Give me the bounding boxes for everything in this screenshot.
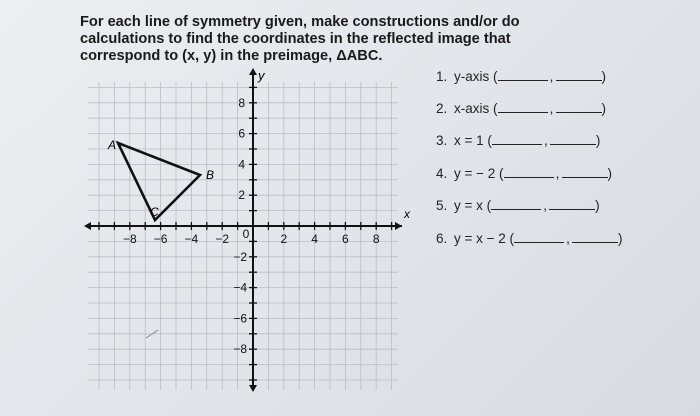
comma: , <box>555 166 560 181</box>
close-paren: ) <box>595 198 600 213</box>
x-tick-label: 6 <box>342 232 349 246</box>
close-paren: ) <box>607 166 613 181</box>
question-item <box>436 230 623 246</box>
comma: , <box>543 198 548 213</box>
x-tick-label: −2 <box>215 232 230 246</box>
question-item <box>436 68 606 84</box>
x-tick-label: 8 <box>372 232 380 246</box>
question-label: y-axis ( <box>454 69 498 84</box>
close-paren: ) <box>601 101 606 116</box>
x-axis-label: x <box>404 207 410 221</box>
comma: , <box>544 133 548 148</box>
answer-x-blank[interactable] <box>498 100 548 113</box>
vertex-label-a: A <box>108 138 117 152</box>
x-tick-label: −6 <box>153 232 168 246</box>
close-paren: ) <box>601 69 606 84</box>
y-axis-arrow <box>249 68 257 75</box>
comma: , <box>566 231 570 246</box>
comma: , <box>549 101 554 116</box>
question-label: x-axis ( <box>454 101 498 116</box>
instructions-text: For each line of symmetry given, make constructions and/or do calculations to find the coordinates in the reflected image that correspond to (x, y) in the preimage, ΔABC. <box>80 14 520 64</box>
vertex-label-b: B <box>206 168 215 182</box>
y-axis-label: y <box>258 68 265 83</box>
answer-y-blank[interactable] <box>549 197 595 210</box>
question-number: 2. <box>436 101 448 116</box>
x-tick-label: −8 <box>122 232 137 246</box>
question-label: y = x ( <box>454 198 492 213</box>
answer-y-blank[interactable] <box>562 165 608 178</box>
answer-x-blank[interactable] <box>498 68 548 81</box>
y-tick-label: 4 <box>238 157 245 172</box>
answer-y-blank[interactable] <box>556 68 602 81</box>
question-number: 4. <box>436 166 448 181</box>
question-item <box>436 165 612 181</box>
x-tick-label: 4 <box>311 232 318 246</box>
close-paren: ) <box>618 231 623 246</box>
question-item <box>436 132 600 148</box>
x-tick-label: 0 <box>242 227 250 241</box>
x-tick-label: −4 <box>184 232 199 246</box>
question-number: 1. <box>436 69 448 84</box>
answer-y-blank[interactable] <box>572 230 618 243</box>
triangle-shape <box>118 143 200 220</box>
answer-x-blank[interactable] <box>492 132 542 145</box>
y-tick-label: −6 <box>233 311 247 326</box>
y-tick-label: 2 <box>238 188 245 203</box>
answer-y-blank[interactable] <box>550 132 596 145</box>
y-tick-label: −4 <box>233 280 247 295</box>
question-item <box>436 100 606 116</box>
x-axis-arrow-left <box>84 222 91 230</box>
question-label: x = 1 ( <box>454 133 492 148</box>
question-number: 5. <box>436 198 448 213</box>
question-label: y = − 2 ( <box>454 166 504 181</box>
answer-x-blank[interactable] <box>504 165 554 178</box>
answer-x-blank[interactable] <box>514 230 564 243</box>
comma: , <box>549 69 554 84</box>
y-tick-label: −2 <box>233 249 247 264</box>
x-axis-arrow <box>395 222 402 230</box>
y-tick-label: 6 <box>238 126 245 141</box>
question-number: 3. <box>436 133 448 148</box>
answer-x-blank[interactable] <box>491 197 541 210</box>
vertex-label-c: C <box>150 205 159 219</box>
question-label: y = x − 2 ( <box>454 231 515 246</box>
question-number: 6. <box>436 231 448 246</box>
question-item <box>436 197 600 213</box>
y-tick-label: 8 <box>238 95 245 110</box>
tick-labels <box>123 68 411 356</box>
y-tick-label: −8 <box>233 342 247 357</box>
close-paren: ) <box>595 133 601 148</box>
answer-y-blank[interactable] <box>556 100 602 113</box>
x-tick-label: 2 <box>280 232 288 246</box>
y-axis-arrow-bottom <box>249 385 257 392</box>
